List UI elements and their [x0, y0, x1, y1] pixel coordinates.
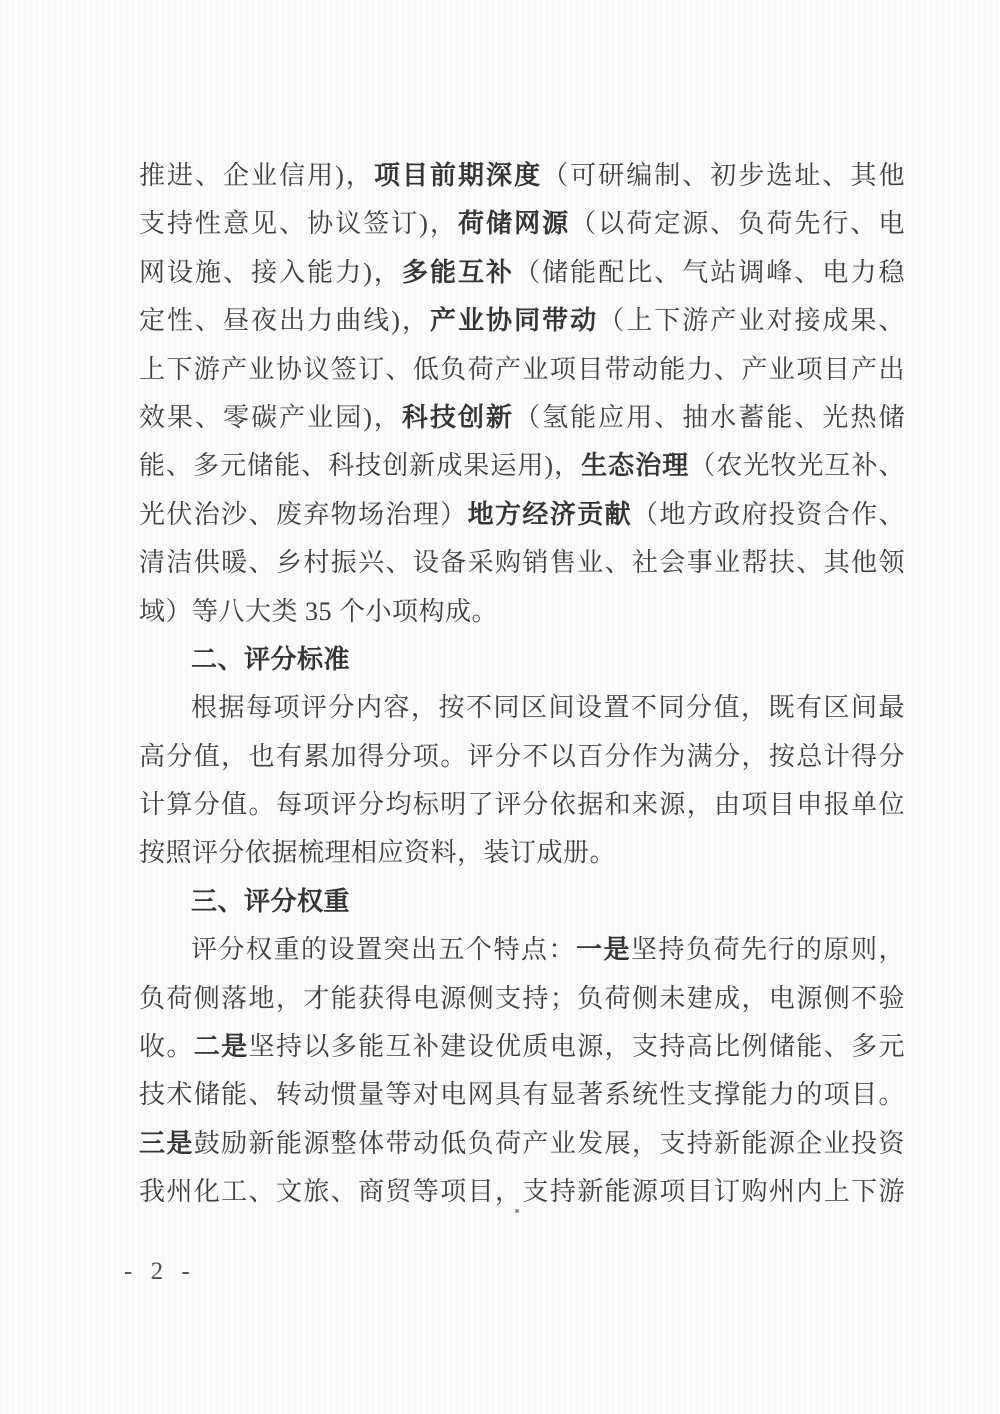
text-segment: 按照评分依据梳理相应资料，装订成册。 [139, 838, 617, 868]
category-term: 二是 [193, 1032, 249, 1062]
text-line [139, 394, 905, 442]
category-term: 三是 [139, 1128, 194, 1158]
category-term: 产业协同带动 [429, 306, 599, 336]
heading-section-2: 二、评分标准 [191, 644, 351, 674]
text-segment: 推进、企业信用)， [139, 161, 374, 190]
text-line [139, 1023, 905, 1071]
text-line [139, 684, 905, 732]
text-segment: 效果、零碳产业园)， [139, 402, 402, 432]
text-line [139, 249, 905, 297]
text-segment: （可研编制、初步选址、其他 [542, 161, 905, 190]
text-segment: 根据每项评分内容，按不同区间设置不同分值，既有区间最 [191, 693, 905, 723]
heading-section-3: 三、评分权重 [191, 886, 351, 916]
text-segment: 坚持以多能互补建设优质电源，支持高比例储能、多元 [248, 1032, 905, 1062]
text-segment: （以荷定源、负荷先行、电 [570, 209, 905, 239]
page-number: - 2 - [124, 1258, 196, 1285]
text-segment: 高分值，也有累加得分项。评分不以百分作为满分，按总计得分 [139, 741, 905, 771]
text-line [139, 733, 905, 781]
text-segment: 定性、昼夜出力曲线)， [139, 306, 430, 336]
category-term: 生态治理 [581, 451, 690, 481]
text-segment: 网设施、接入能力)， [139, 257, 402, 287]
category-term: 荷储网源 [458, 209, 571, 239]
text-line [139, 442, 905, 490]
text-segment: 光伏治沙、废弃物场治理） [139, 499, 468, 529]
text-line [139, 588, 905, 636]
category-term: 项目前期深度 [373, 161, 543, 190]
text-line [139, 1120, 905, 1168]
text-line [139, 297, 905, 345]
text-line [139, 975, 905, 1023]
text-segment: （农光牧光互补、 [689, 451, 905, 481]
scan-speck-artifact [515, 1209, 519, 1213]
text-line [139, 1071, 905, 1119]
text-segment: 清洁供暖、乡村振兴、设备采购销售业、社会事业帮扶、其他领 [139, 548, 905, 578]
text-segment: 负荷侧落地，才能获得电源侧支持；负荷侧未建成，电源侧不验 [139, 983, 905, 1013]
category-term: 一是 [575, 935, 631, 965]
category-term: 地方经济贡献 [467, 499, 632, 529]
text-line [139, 781, 905, 829]
text-segment: 上下游产业协议签订、低负荷产业项目带动能力、产业项目产出 [139, 354, 905, 384]
text-line [139, 539, 905, 587]
text-segment: 我州化工、文旅、商贸等项目，支持新能源项目订购州内上下游 [139, 1177, 905, 1207]
text-segment: 计算分值。每项评分均标明了评分依据和来源，由项目申报单位 [139, 790, 905, 820]
text-segment: 收。 [139, 1032, 194, 1062]
text-segment: 坚持负荷先行的原则， [630, 935, 905, 965]
text-segment: 技术储能、转动惯量等对电网具有显著系统性支撑能力的项目。 [139, 1080, 905, 1110]
text-line [139, 200, 905, 248]
text-segment: （地方政府投资合作、 [631, 499, 905, 529]
category-term: 多能互补 [401, 257, 515, 287]
text-segment: 鼓励新能源整体带动低负荷产业发展，支持新能源企业投资 [193, 1128, 905, 1158]
text-line [139, 926, 905, 974]
text-line [139, 829, 905, 877]
text-segment: 支持性意见、协议签订)， [139, 209, 459, 239]
document-body [139, 152, 905, 1217]
text-line [139, 491, 905, 539]
text-segment: 能、多元储能、科技创新成果运用)， [139, 451, 582, 481]
text-line [139, 1168, 905, 1216]
text-segment: （上下游产业对接成果、 [598, 306, 905, 336]
text-line [139, 346, 905, 394]
text-segment: （储能配比、气站调峰、电力稳 [514, 257, 905, 287]
text-segment: 评分权重的设置突出五个特点： [191, 935, 576, 965]
category-term: 科技创新 [401, 402, 515, 432]
text-segment: （氢能应用、抽水蓄能、光热储 [514, 402, 905, 432]
text-line [139, 152, 905, 200]
text-segment: 域）等八大类 35 个小项构成。 [139, 596, 499, 626]
